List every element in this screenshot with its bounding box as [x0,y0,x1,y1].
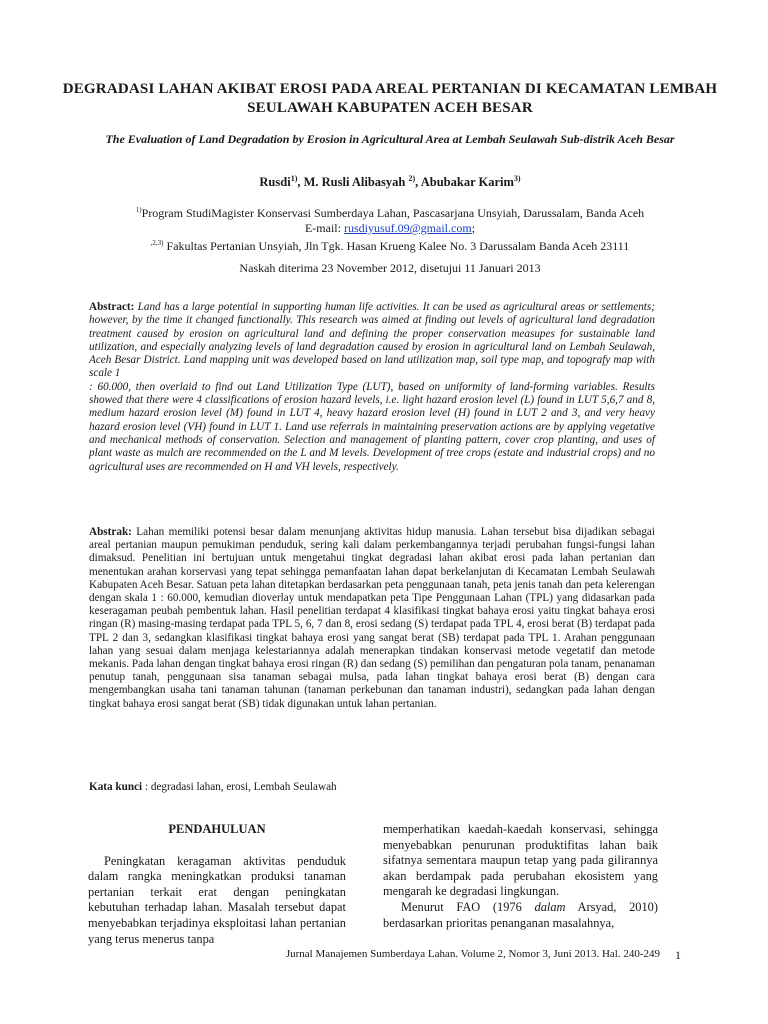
p2-part-c: Arsyad, 2010) berdasarkan prioritas penanganan masalahnya, [383,899,658,930]
affil-sup: ,2,3) [150,239,164,247]
keywords [89,781,655,793]
email-suffix: ; [471,221,476,235]
keywords-text: : degradasi lahan, erosi, Lembah Seulawah [142,781,337,793]
intro-paragraph-2 [383,900,658,931]
email-label: E-mail: [304,221,344,235]
page-number: 1 [675,948,681,962]
received-date: Naskah diterima 23 November 2012, disetujui 11 Januari 2013 [239,261,541,275]
affiliations [80,203,700,254]
affiliation-2-text: Fakultas Pertanian Unsyiah, Jln Tgk. Hasan Krueng Kalee No. 3 Darussalam Banda Aceh 23111 [163,239,630,253]
author-karim: , Abubakar Karim [415,175,514,190]
abstract-indonesian [89,526,655,711]
author-alibasyah: , M. Rusli Alibasyah [297,175,409,190]
p2-part-a: Menurut FAO (1976 [401,899,535,914]
affiliation-1 [80,203,700,221]
english-title: The Evaluation of Land Degradation by Erosion in Agricultural Area at Lembah Seulawah Sub-distrik Aceh Besar [105,132,675,146]
column-right [383,822,658,931]
keywords-label: Kata kunci [89,781,143,793]
email-line [80,221,700,236]
affiliation-2 [80,236,700,254]
abstrak-label: Abstrak: [89,526,132,538]
column-left [88,822,346,947]
section-heading: PENDAHULUAN [168,822,266,836]
author-sup: 1) [290,174,298,183]
intro-paragraph-1: Peningkatan keragaman aktivitas penduduk dalam rangka meningkatkan produksi tanaman pertanian terkait erat dengan peningkatan kebutuhan terhadap lahan. Masalah tersebut dapat menyebabkan terjadinya eksploitasi lahan pertanian yang terus menerus tanpa [88,853,346,946]
author-sup: 3) [513,174,521,183]
p2-part-b: dalam [534,899,566,914]
abstract-label: Abstract: [89,301,135,313]
abstract-text: Land has a large potential in supporting human life activities. It can be used as agricultural areas or settlements; however, by the time it changed functionally. This research was aimed at finding out levels of agricultural land degradation treatment caused by erosion on agricultural land and defining the proper conservation measupes for sustainable land utilization, and especially analyzing levels of land degradation caused by erosion in agricultural land on Lembah Seulawah, Aceh Besar District. Land mapping unit was developed based on land utilization map, soil type map, and topografy map with scale 1 [89,301,655,380]
abstract-english [89,301,655,474]
abstrak-text: Lahan memiliki potensi besar dalam menunjang aktivitas hidup manusia. Lahan tersebut bisa dijadikan sebagai areal pertanian maupun pemukiman penduduk, sering kali dalam perkembangannya terjadi perubahan fungsi-fungsi lahan dimaksud. Penelitian ini bertujuan untuk mengetahui tingkat degradasi lahan akibat erosi pada lahan pertanian dan menentukan arahan korservasi yang tepat sehingga pemanfaatan lahan dapat berkelanjutan di Kecamatan Lembah Seulawah Kabupaten Aceh Besar. Satuan peta lahan ditetapkan berdasarkan peta penggunaan tanah, peta jenis tanah dan peta kelerengan dengan skala 1 : 60.000, kemudian dioverlay untuk mendapatkan peta Tipe Penggunaan Lahan (TPL) yang didasarkan pada keseragaman peubah pembentuk lahan. Hasil penelitian terdapat 4 klasifikasi tingkat bahaya erosi yaitu tingkat bahaya erosi ringan (R) masing-masing terdapat pada TPL 5, 6, 7 dan 8, erosi sedang (S) terdapat pada TPL 4, erosi berat (B) terdapat pada TPL 2 dan 3, sedangkan klasifikasi tingkat bahaya erosi yang sangat berat (SB) terdapat pada TPL 1. Arahan penggunaan lahan yang sesuai dalam menjaga kelestariannya adalah menerapkan tindakan konservasi metode vegetatif dan metode mekanis. Pada lahan dengan tingkat bahaya erosi ringan (R) dan sedang (S) pemilihan dan pengaturan pola tanam, penanaman penutup tanah, penggunaan sisa tanaman sebagai mulsa, pada lahan tingkat bahaya erosi berat (B) dengan cara mengembangkan usaha tani tanaman tahunan (tanaman perkebunan dan tanaman industri), sedangkan pada lahan dengan tingkat bahaya erosi sangat berat (SB) tidak digunakan untuk lahan pertanian. [89,526,655,710]
author-sup: 2) [408,174,416,183]
paper-title: DEGRADASI LAHAN AKIBAT EROSI PADA AREAL PERTANIAN DI KECAMATAN LEMBAH SEULAWAH KABUPATEN ACEH BESAR [62,81,718,116]
affil-sup: 1) [135,206,142,214]
author-rusdi: Rusdi [259,175,291,190]
intro-paragraph-1-continued: memperhatikan kaedah-kaedah konservasi, sehingga menyebabkan penurunan produktifitas lahan baik sifatnya sementara maupun tetap yang pada gilirannya akan berdampak pada perubahan ekosistem yang mengarah ke degradasi lingkungan. [383,822,658,899]
author-list [80,174,700,190]
email-link[interactable]: rusdiyusuf.09@gmail.com [343,221,472,235]
abstract-text-continued: : 60.000, then overlaid to find out Land Utilization Type (LUT), based on uniformity of land-forming variables. Results showed that there were 4 classifications of erosion hazard levels, i.e. light hazard erosion level (L) found in LUT 5,6,7 and 8, medium hazard erosion level (M) found in LUT 4, heavy hazard erosion level (H) found in LUT 2 and 3, and very heavy hazard erosion level (VH) found in LUT 1. Land use referrals in maintaining preservation actions are by applying vegetative and mechanical methods of conservation. Selection and management of planting pattern, cover crop planting, and uses of plant waste as mulch are recommended on the L and M levels. Development of tree crops (estate and industrial crops) and no agricultural uses are recommended on H and VH levels, respectively. [89,380,655,473]
affiliation-1-text: Program StudiMagister Konservasi Sumberdaya Lahan, Pascasarjana Unsyiah, Darussalam, Banda Aceh [141,206,645,220]
journal-footer: Jurnal Manajemen Sumberdaya Lahan. Volume 2, Nomor 3, Juni 2013. Hal. 240-249 [285,948,660,960]
